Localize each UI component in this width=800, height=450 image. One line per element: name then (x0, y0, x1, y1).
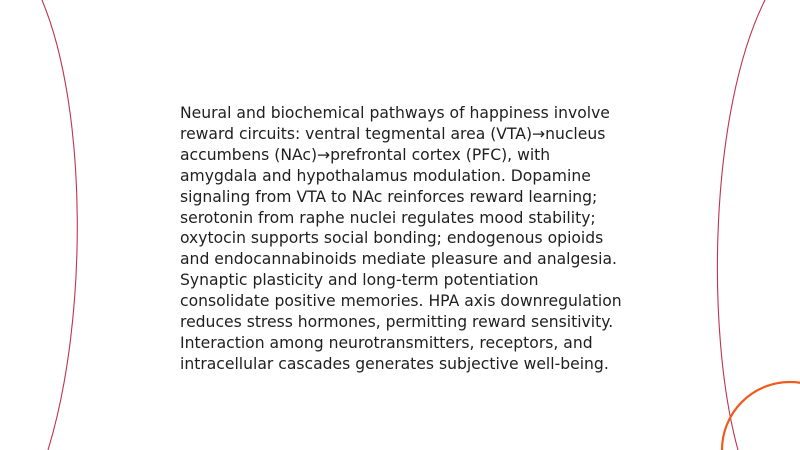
orange-circle (722, 382, 800, 450)
left-arc (42, 0, 77, 450)
right-arc (717, 0, 765, 450)
slide-body-text: Neural and biochemical pathways of happiness involve reward circuits: ventral tegmental area (VTA)→nucleus accumbens (NAc)→prefrontal cortex (PFC), with amygdala and hypothalamus modulation. Dopamine signaling from VTA to NAc reinforces reward learning; serotonin from raphe nuclei regulates mood stability; oxytocin supports social bonding; endogenous opioids and endocannabinoids mediate pleasure and analgesia. Synaptic plasticity and long-term potentiation consolidate positive memories. HPA axis downregulation reduces stress hormones, permitting reward sensitivity. Interaction among neurotransmitters, receptors, and intracellular cascades generates subjective well-being. (180, 104, 622, 373)
